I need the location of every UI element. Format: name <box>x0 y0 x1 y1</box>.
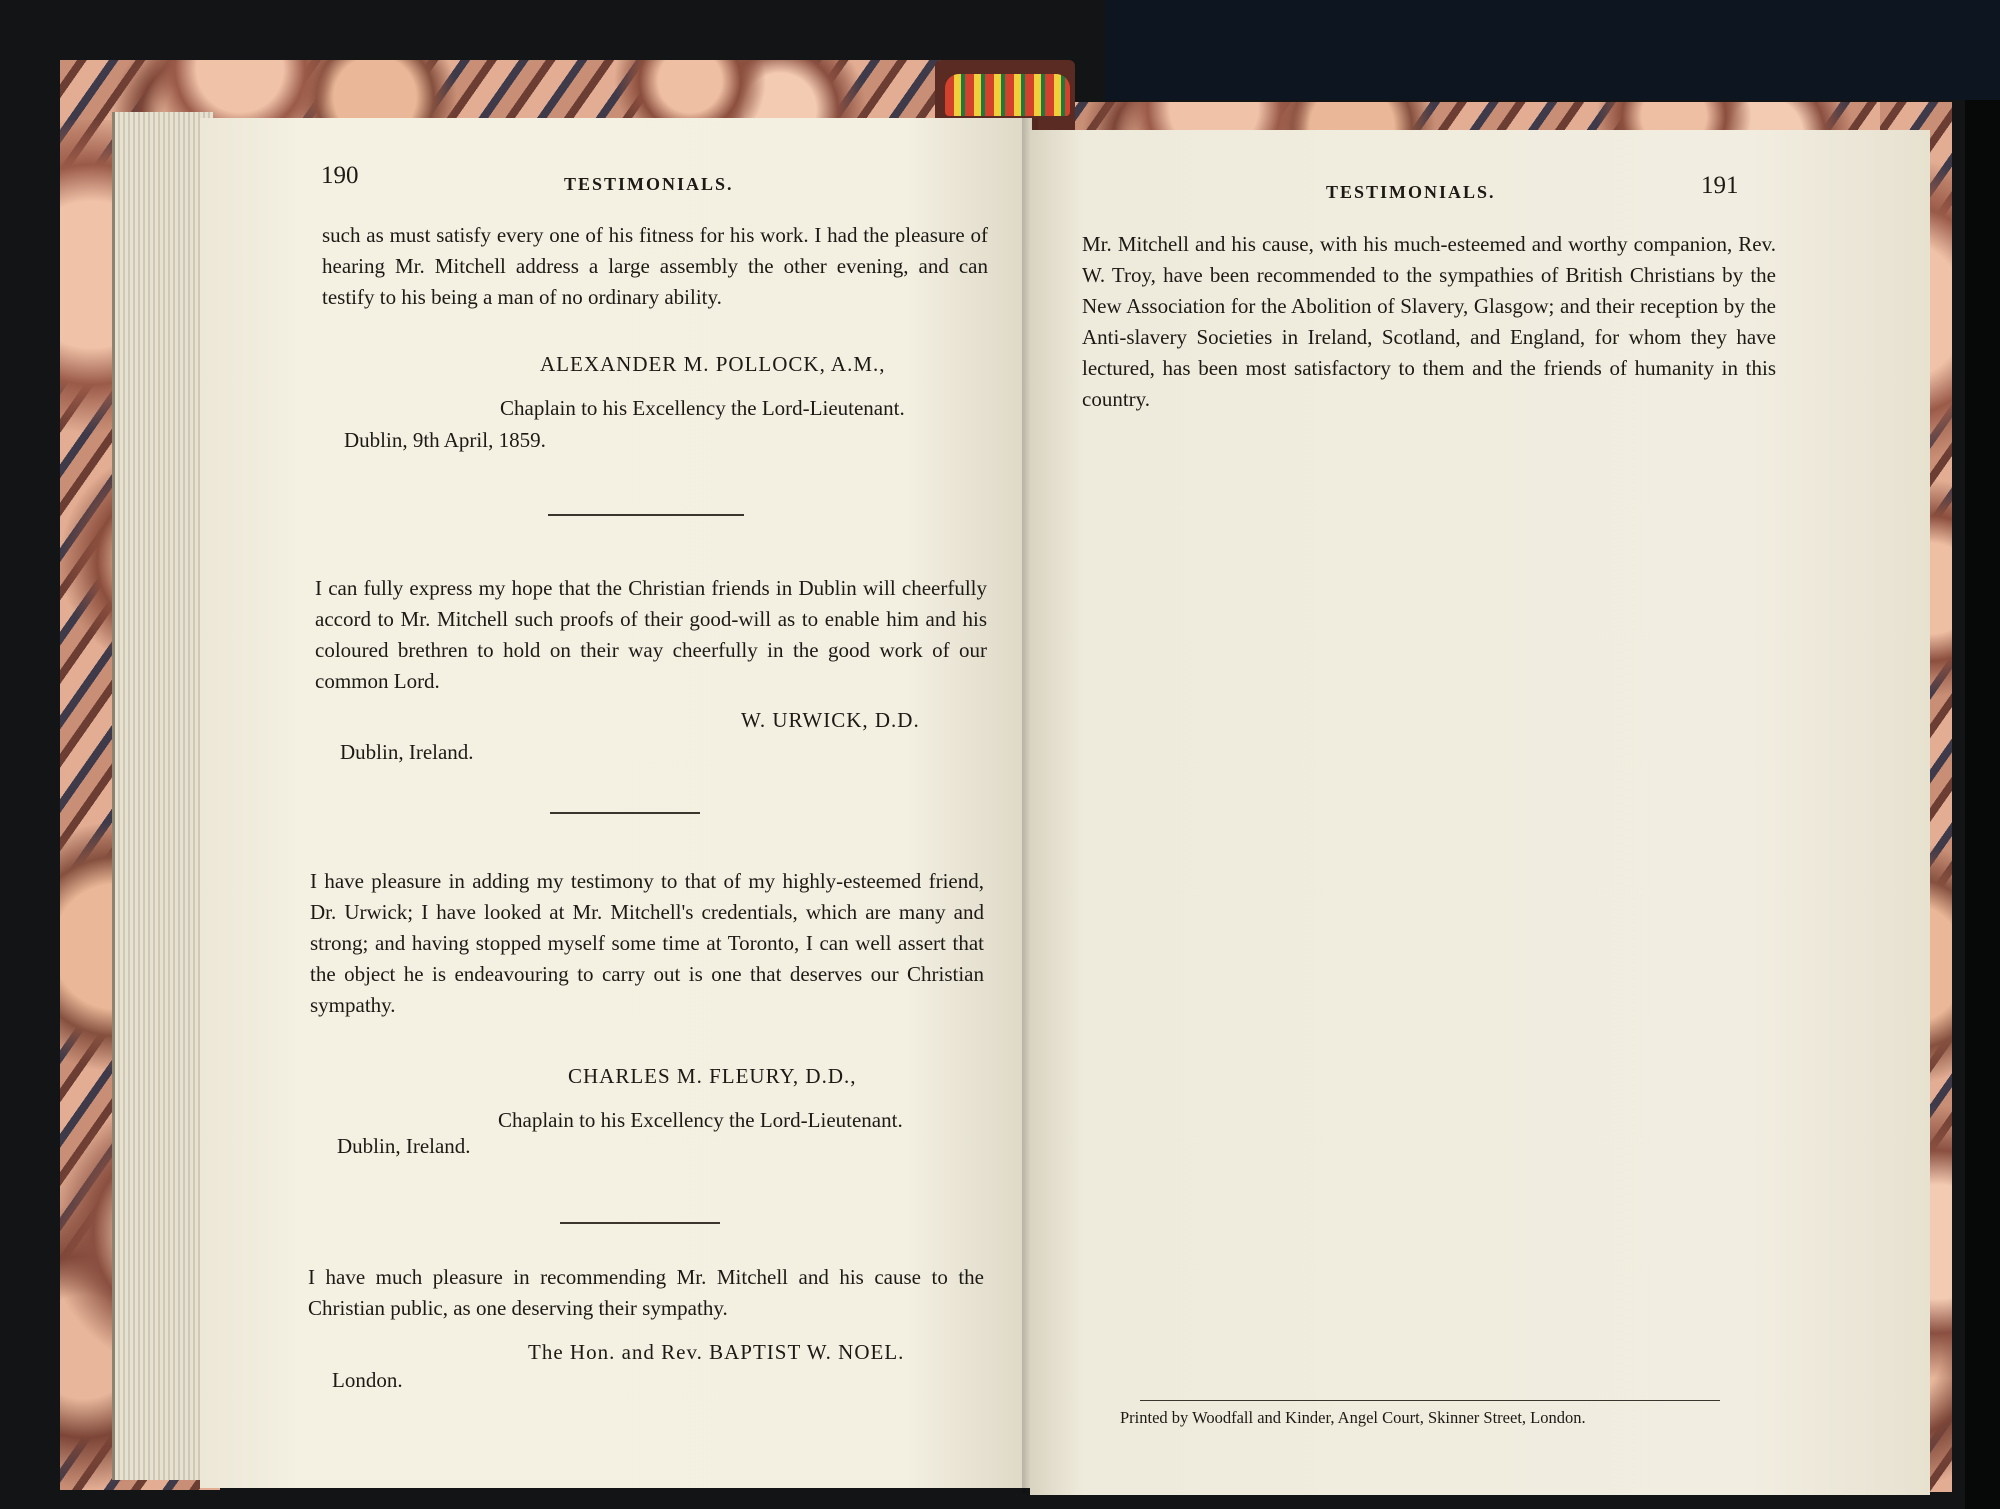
testimonial-text: such as must satisfy every one of his fitness for his work. I had the pleasure of hearing Mr. Mitchell address a large assembly the other evening, and can testify to his being a man of no ordinary ability. <box>322 223 988 309</box>
place: London. <box>332 1368 403 1392</box>
testimonial-text: I have much pleasure in recommending Mr. Mitchell and his cause to the Christian public, as one deserving their sympathy. <box>308 1265 984 1320</box>
divider-rule <box>550 812 700 814</box>
left-page <box>200 118 1032 1488</box>
running-head: TESTIMONIALS. <box>564 174 734 194</box>
right-page <box>1030 130 1930 1495</box>
divider-rule <box>560 1222 720 1224</box>
signatory-title: Chaplain to his Excellency the Lord-Lieutenant. <box>500 396 905 420</box>
testimonial-text: I have pleasure in adding my testimony to that of my highly-esteemed friend, Dr. Urwick; I have looked at Mr. Mitchell's credentials, which are many and strong; and having stopped myself some time at Toronto, I can well assert that the object he is endeavouring to carry out is one that deserves our Christian sympathy. <box>310 869 984 1017</box>
testimonial-text: I can fully express my hope that the Christian friends in Dublin will cheerfully accord to Mr. Mitchell such proofs of their good-will as to enable him and his coloured brethren to hold on their way cheerfully in the good work of our common Lord. <box>315 576 987 693</box>
signatory: CHARLES M. FLEURY, D.D., <box>568 1064 857 1088</box>
divider-rule <box>548 514 744 516</box>
place: Dublin, Ireland. <box>337 1134 471 1158</box>
signatory: The Hon. and Rev. BAPTIST W. NOEL. <box>528 1340 905 1364</box>
body-paragraph: Mr. Mitchell and his cause, with his much-esteemed and worthy companion, Rev. W. Troy, have been recommended to the sympathies of British Christians by the New Association for the Abolition of Slavery, Glasgow; and their reception by the Anti-slavery Societies in Ireland, Scotland, and England, for whom they have lectured, has been most satisfactory to them and the friends of humanity in this country. <box>1082 232 1776 411</box>
page-number: 191 <box>1701 172 1739 199</box>
signatory: W. URWICK, D.D. <box>741 708 920 732</box>
signatory: ALEXANDER M. POLLOCK, A.M., <box>540 352 886 376</box>
marbled-cover-top-left <box>60 60 960 120</box>
running-head: TESTIMONIALS. <box>1326 182 1496 202</box>
signatory-title: Chaplain to his Excellency the Lord-Lieutenant. <box>498 1108 903 1132</box>
page-block-edges <box>112 112 213 1480</box>
dark-backdrop <box>1105 0 2000 100</box>
place-date: Dublin, 9th April, 1859. <box>344 428 546 452</box>
dark-backdrop-edge <box>1965 100 2000 1509</box>
page-number: 190 <box>321 162 359 189</box>
place: Dublin, Ireland. <box>340 740 474 764</box>
imprint-rule <box>1140 1400 1720 1401</box>
printer-imprint: Printed by Woodfall and Kinder, Angel Court, Skinner Street, London. <box>1120 1408 1586 1427</box>
headband <box>945 74 1070 116</box>
